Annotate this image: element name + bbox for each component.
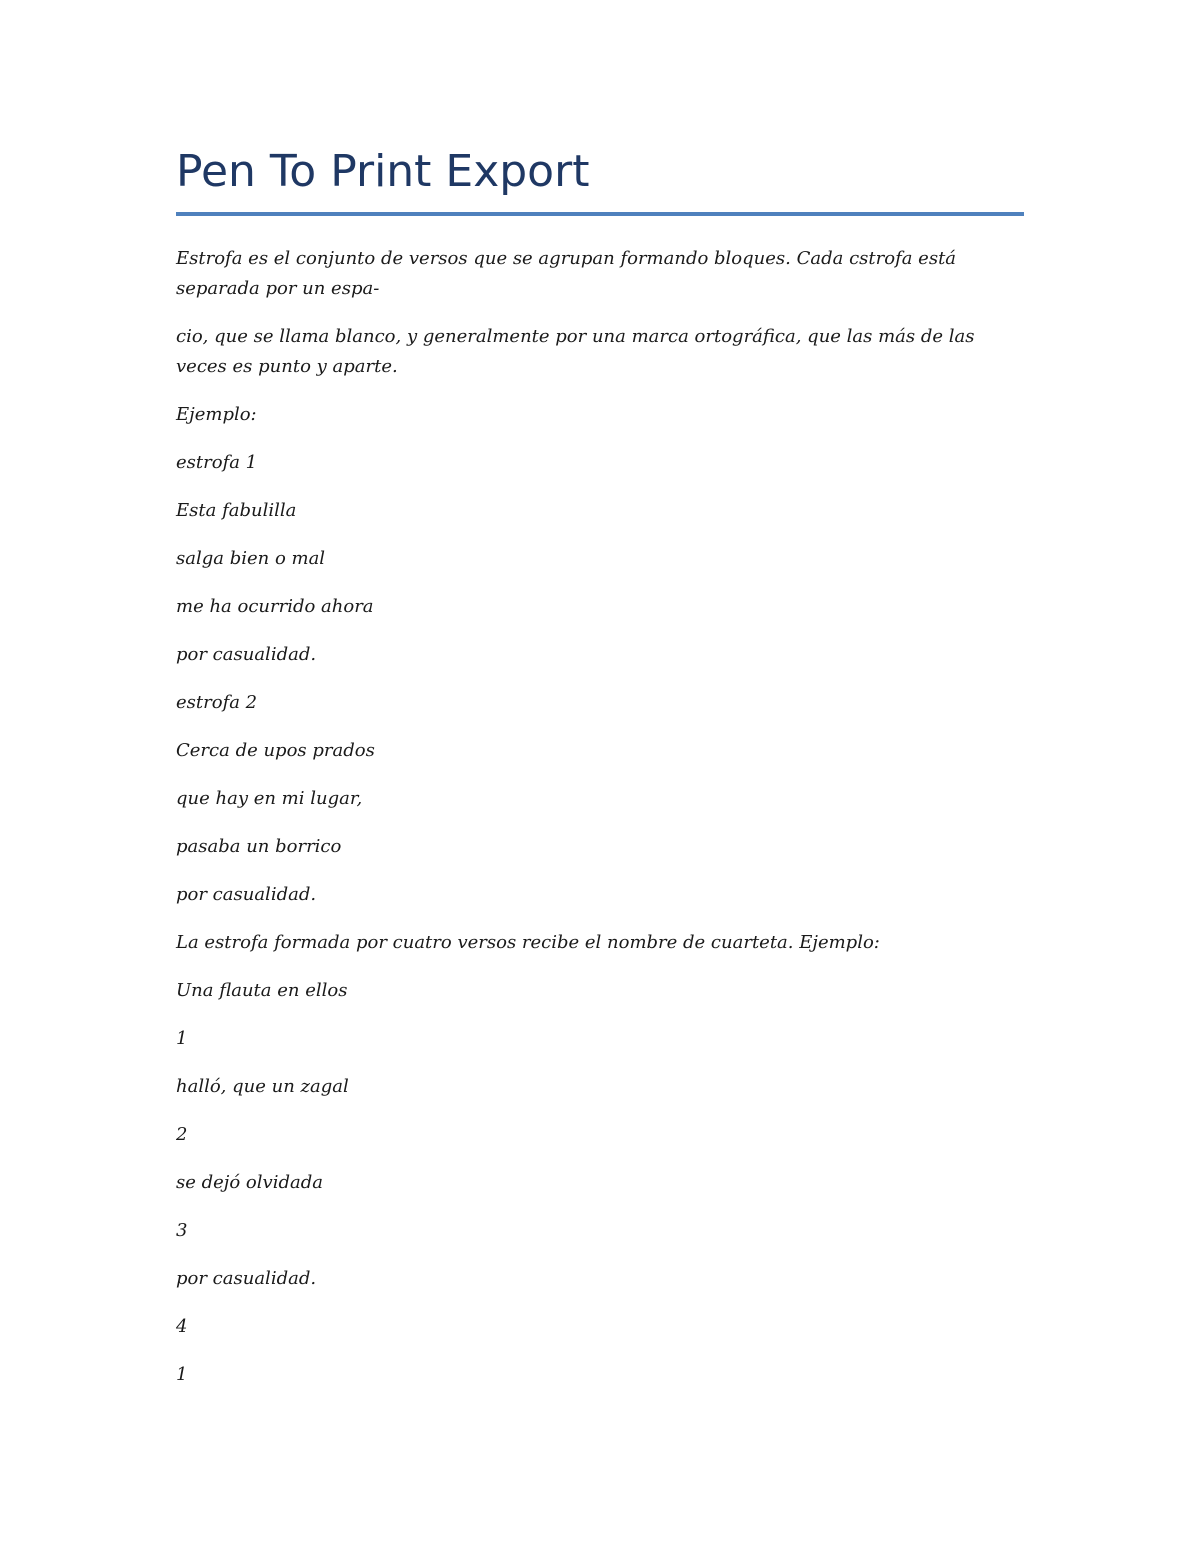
- paragraph: estrofa 1: [176, 452, 258, 473]
- document-body: [176, 140, 1024, 1408]
- verse-number: 2: [176, 1124, 188, 1145]
- title-underline: [176, 212, 1024, 216]
- verse-line: Esta fabulilla: [176, 500, 297, 521]
- verse-number: 1: [176, 1364, 188, 1385]
- paragraph: Ejemplo:: [176, 404, 257, 425]
- verse-line: Una flauta en ellos: [176, 980, 348, 1001]
- verse-line: por casualidad.: [176, 644, 317, 665]
- verse-line: se dejó olvidada: [176, 1172, 323, 1193]
- paragraph: La estrofa formada por cuatro versos recibe el nombre de cuarteta. Ejemplo:: [176, 932, 880, 953]
- verse-number: 4: [176, 1316, 188, 1337]
- verse-line: que hay en mi lugar,: [176, 788, 363, 809]
- verse-line: por casualidad.: [176, 884, 317, 905]
- verse-line: pasaba un borrico: [176, 836, 342, 857]
- verse-line: por casualidad.: [176, 1268, 317, 1289]
- verse-number: 1: [176, 1028, 188, 1049]
- verse-line: Cerca de upos prados: [176, 740, 375, 761]
- verse-line: me ha ocurrido ahora: [176, 596, 374, 617]
- paragraph: Estrofa es el conjunto de versos que se agrupan formando bloques. Cada cstrofa está separada por un espa-: [176, 248, 957, 299]
- verse-number: 3: [176, 1220, 188, 1241]
- document-title: Pen To Print Export: [176, 146, 590, 197]
- paragraph: estrofa 2: [176, 692, 258, 713]
- paragraph: cio, que se llama blanco, y generalmente por una marca ortográfica, que las más de las veces es punto y aparte.: [176, 326, 975, 377]
- verse-line: halló, que un zagal: [176, 1076, 349, 1097]
- verse-line: salga bien o mal: [176, 548, 326, 569]
